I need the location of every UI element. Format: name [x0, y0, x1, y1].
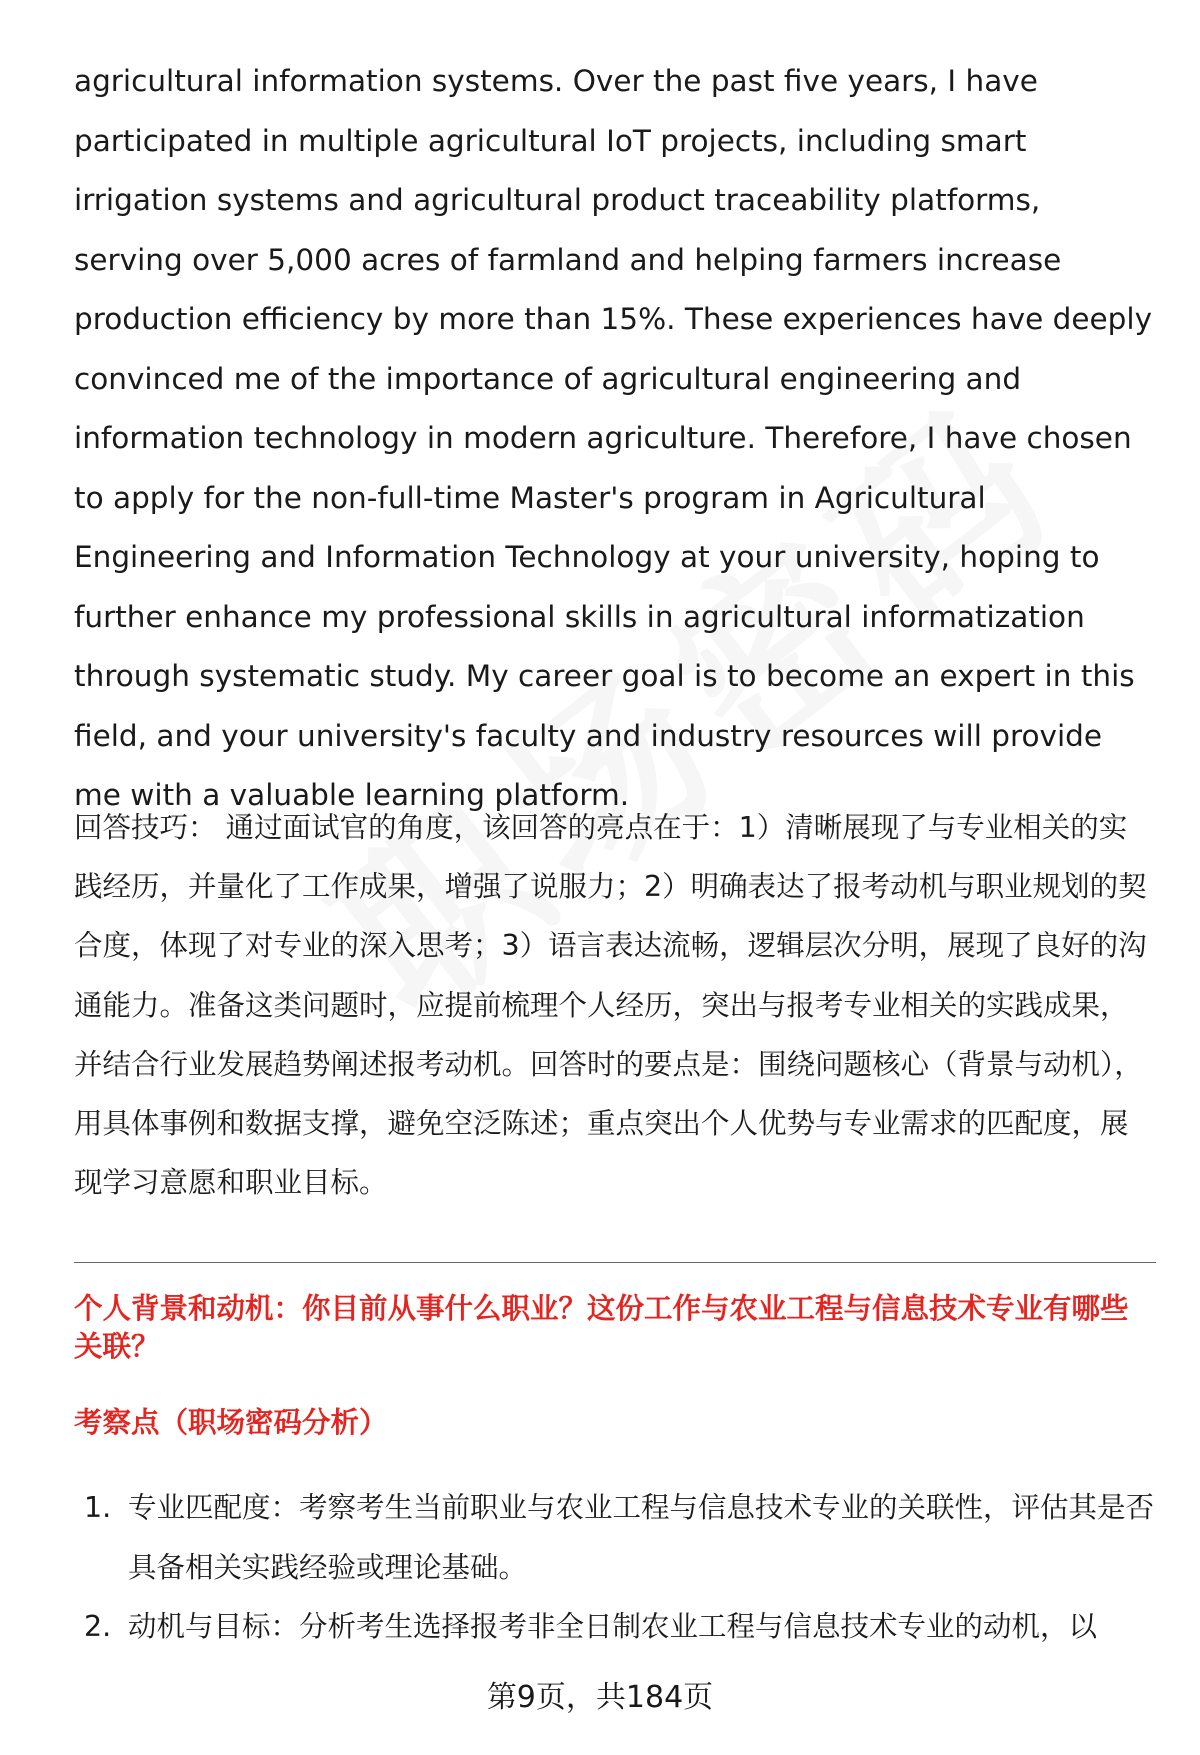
list-item-text: 动机与目标：分析考生选择报考非全日制农业工程与信息技术专业的动机，以 — [128, 1610, 1098, 1643]
list-item — [74, 1478, 1154, 1597]
answer-tips-paragraph — [74, 798, 1149, 1212]
exam-points-list — [74, 1478, 1154, 1657]
list-item-number: 1. — [84, 1491, 112, 1524]
list-item-text: 专业匹配度：考察考生当前职业与农业工程与信息技术专业的关联性，评估其是否具备相关实践经验或理论基础。 — [128, 1491, 1155, 1584]
tips-label: 回答技巧： — [74, 811, 217, 844]
page-number-footer: 第9页，共184页 — [486, 1680, 714, 1715]
list-item — [74, 1597, 1154, 1657]
section-divider — [74, 1262, 1156, 1263]
answer-paragraph: agricultural information systems. Over the past five years, I have participated in multiple agricultural IoT projects, including smart irrigation systems and agricultural product traceability platforms, serving over 5,000 acres of farmland and helping farmers increase production efficiency by more than 15%. These experiences have deeply convinced me of the importance of agricultural engineering and information technology in modern agriculture. Therefore, I have chosen to apply for the non-full-time Master's program in Agricultural Engineering and Information Technology at your university, hoping to further enhance my professional skills in agricultural informatization through systematic study. My career goal is to become an expert in this field, and your university's faculty and industry resources will provide me with a valuable learning platform. — [74, 64, 1153, 812]
exam-points-heading: 考察点（职场密码分析） — [74, 1406, 388, 1439]
question-heading: 个人背景和动机：你目前从事什么职业？这份工作与农业工程与信息技术专业有哪些关联？ — [74, 1292, 1129, 1363]
tips-text: 通过面试官的角度，该回答的亮点在于：1）清晰展现了与专业相关的实践经历，并量化了工作成果，增强了说服力；2）明确表达了报考动机与职业规划的契合度，体现了对专业的深入思考；3）语言表达流畅，逻辑层次分明，展现了良好的沟通能力。准备这类问题时，应提前梳理个人经历，突出与报考专业相关的实践成果，并结合行业发展趋势阐述报考动机。回答时的要点是：围绕问题核心（背景与动机），用具体事例和数据支撑，避免空泛陈述；重点突出个人优势与专业需求的匹配度，展现学习意愿和职业目标。 — [74, 811, 1147, 1200]
list-item-number: 2. — [84, 1610, 112, 1643]
